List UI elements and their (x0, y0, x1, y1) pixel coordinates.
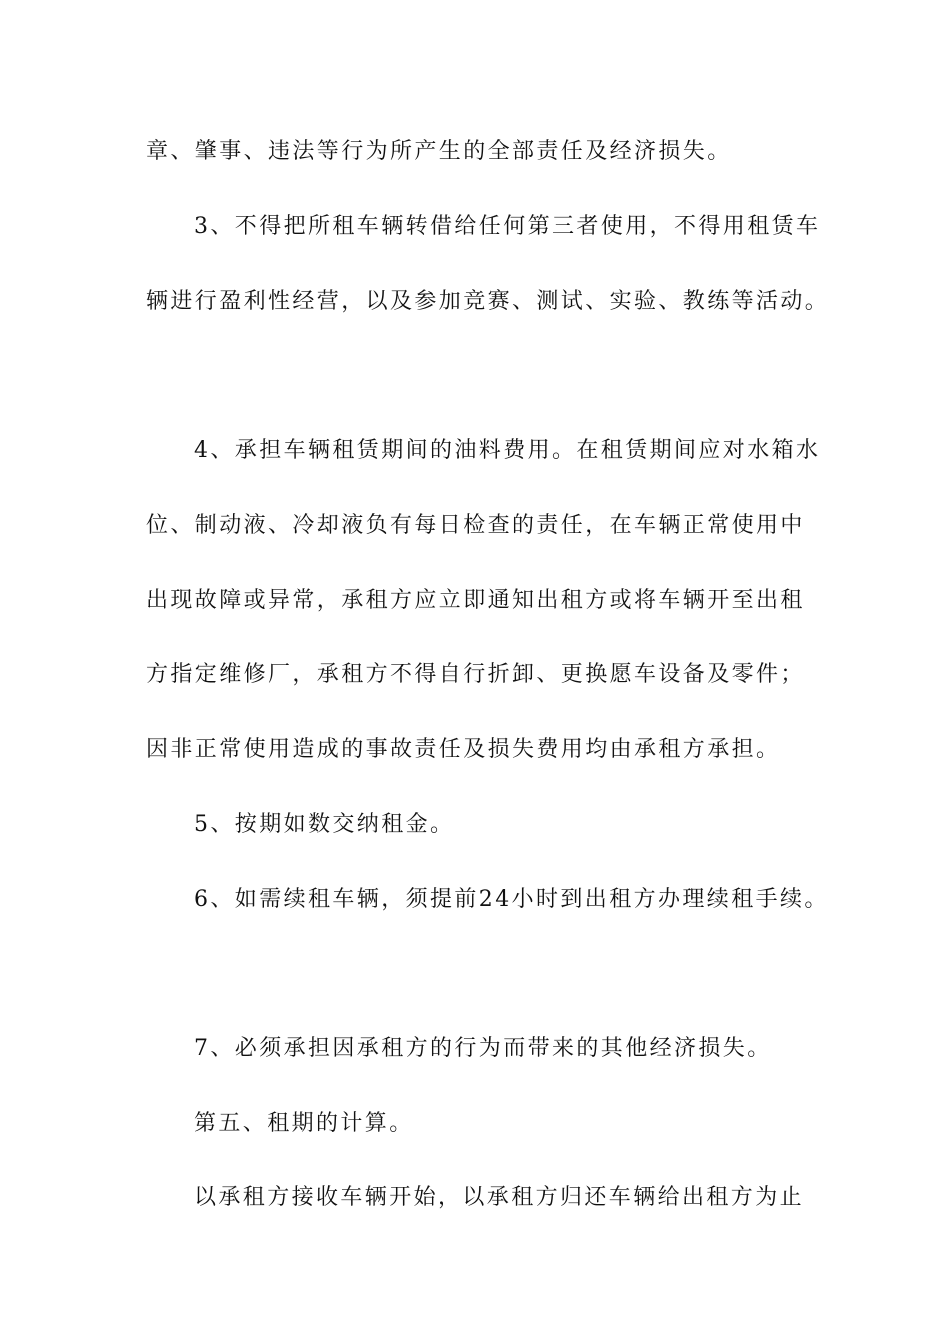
section-body-line-1: 以承租方接收车辆开始，以承租方归还车辆给出租方为止 (194, 1185, 805, 1210)
clause-3-line-2: 辆进行盈利性经营，以及参加竞赛、测试、实验、教练等活动。 (146, 289, 830, 314)
clause-5: 5、按期如数交纳租金。 (194, 812, 455, 837)
section-heading: 第五、租期的计算。 (194, 1111, 414, 1136)
clause-4-line-5: 因非正常使用造成的事故责任及损失费用均由承租方承担。 (146, 737, 781, 762)
clause-4-line-4: 方指定维修厂，承租方不得自行折卸、更换愿车设备及零件； (146, 662, 805, 687)
clause-7: 7、必须承担因承租方的行为而带来的其他经济损失。 (194, 1036, 772, 1061)
clause-3-line-1: 3、不得把所租车辆转借给任何第三者使用，不得用租赁车 (194, 214, 821, 239)
clause-6: 6、如需续租车辆，须提前24小时到出租方办理续租手续。 (194, 887, 829, 912)
clause-4-line-1: 4、承担车辆租赁期间的油料费用。在租赁期间应对水箱水 (194, 438, 821, 463)
clause-4-line-2: 位、制动液、冷却液负有每日检查的责任，在车辆正常使用中 (146, 513, 805, 538)
clause-4-line-3: 出现故障或异常，承租方应立即通知出租方或将车辆开至出租 (146, 588, 805, 613)
text-line: 章、肇事、违法等行为所产生的全部责任及经济损失。 (146, 139, 732, 164)
